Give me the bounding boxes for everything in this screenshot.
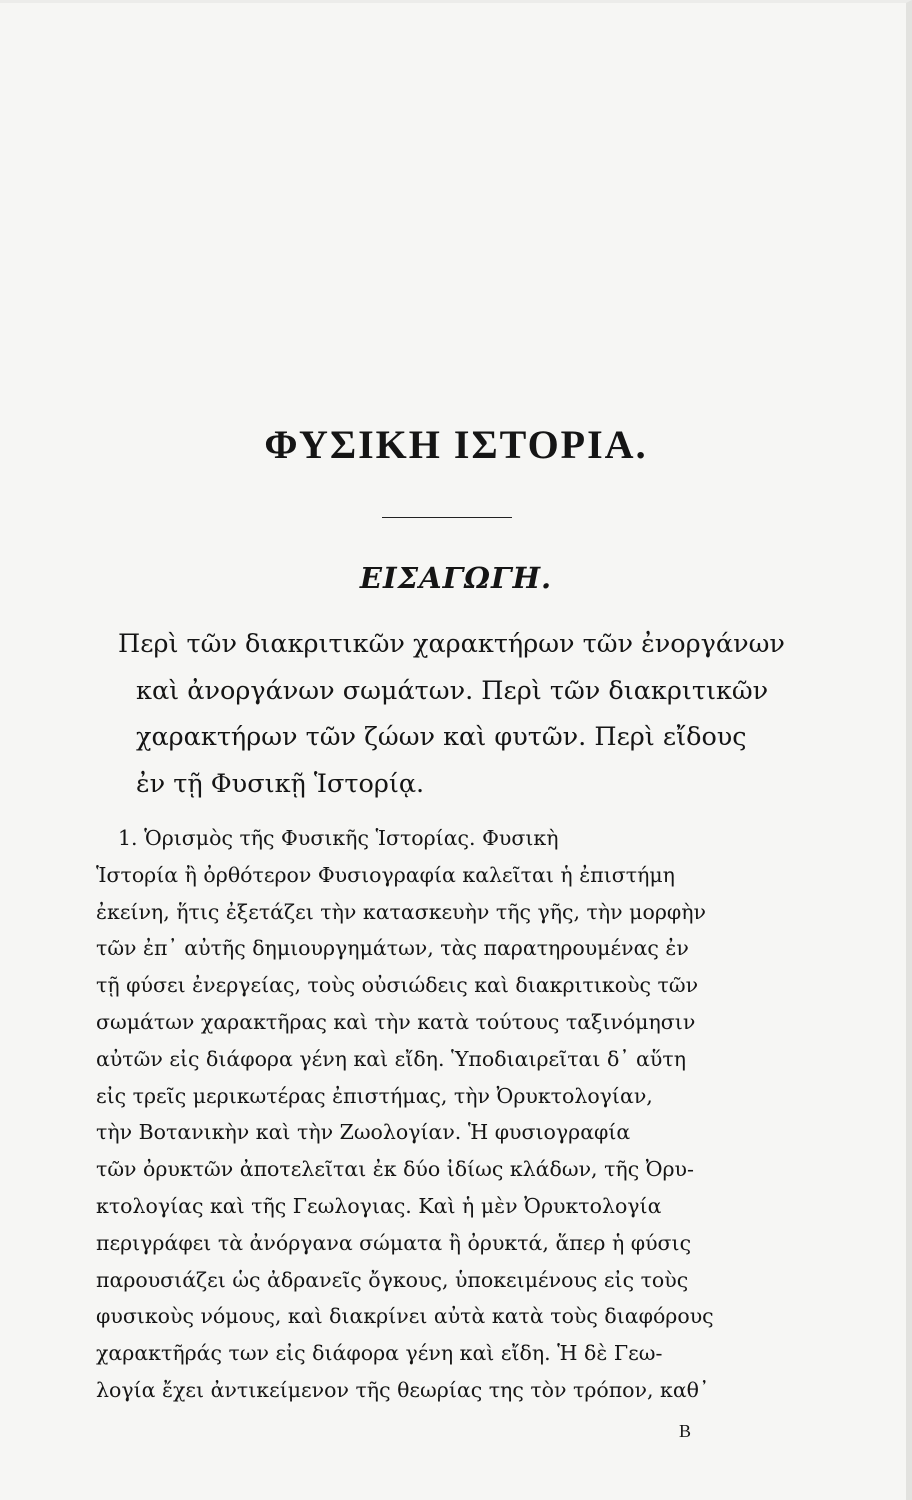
body-line: ἐκείνη, ἥτις ἐξετάζει τὴν κατασκευὴν τῆς γῆς, τὴν μορφὴν (96, 899, 706, 924)
body-line: λογία ἔχει ἀντικείμενον τῆς θεωρίας της τὸν τρόπον, καθ᾽ (96, 1377, 710, 1402)
body-line: τὴν Βοτανικὴν καὶ τὴν Ζωολογίαν. Ἡ φυσιογραφία (96, 1120, 631, 1145)
page-title: ΦΥΣΙΚΗ ΙΣΤΟΡΙΑ. (264, 422, 648, 467)
body-line: αὐτῶν εἰς διάφορα γένη καὶ εἴδη. Ὑποδιαιρεῖται δ᾽ αὕτη (96, 1046, 686, 1071)
summary-line: χαρακτήρων τῶν ζώων καὶ φυτῶν. Περὶ εἴδους (136, 722, 747, 752)
body-line: εἰς τρεῖς μερικωτέρας ἐπιστήμας, τὴν Ὀρυκτολογίαν, (96, 1083, 653, 1108)
body-line: Ἱστορία ἢ ὀρθότερον Φυσιογραφία καλεῖται ἡ ἐπιστήμη (96, 862, 675, 887)
section-heading: ΕΙΣΑΓΩΓΗ. (359, 561, 553, 595)
body-line: τῶν ὀρυκτῶν ἀποτελεῖται ἐκ δύο ἰδίως κλάδων, τῆς Ὀρυ- (96, 1157, 694, 1182)
body-paragraph (96, 820, 790, 1409)
body-line: κτολογίας καὶ τῆς Γεωλογιας. Καὶ ἡ μὲν Ὀρυκτολογία (96, 1193, 662, 1218)
body-line: 1. Ὁρισμὸς τῆς Φυσικῆς Ἱστορίας. Φυσικὴ (118, 826, 559, 850)
summary-line: ἐν τῇ Φυσικῇ Ἱστορίᾳ. (136, 768, 425, 799)
body-line: τῶν ἐπ᾽ αὐτῆς δημιουργημάτων, τὰς παρατηρουμένας ἐν (96, 936, 689, 961)
body-line: παρουσιάζει ὡς ἀδρανεῖς ὄγκους, ὑποκειμένους εἰς τοὺς (96, 1267, 689, 1292)
body-line: χαρακτῆράς των εἰς διάφορα γένη καὶ εἴδη. Ἡ δὲ Γεω- (96, 1341, 663, 1366)
body-line: σωμάτων χαρακτῆρας καὶ τὴν κατὰ τούτους ταξινόμησιν (96, 1009, 696, 1034)
body-line: περιγράφει τὰ ἀνόργανα σώματα ἢ ὀρυκτά, ἅπερ ἡ φύσις (96, 1230, 692, 1255)
title-divider (382, 517, 512, 518)
summary-line: Περὶ τῶν διακριτικῶν χαρακτήρων τῶν ἐνοργάνων (118, 629, 785, 659)
summary-line: καὶ ἀνοργάνων σωμάτων. Περὶ τῶν διακριτικῶν (136, 675, 769, 706)
body-line: φυσικοὺς νόμους, καὶ διακρίνει αὐτὰ κατὰ τοὺς διαφόρους (96, 1304, 714, 1329)
signature-mark: B (679, 1421, 692, 1441)
body-line: τῇ φύσει ἐνεργείας, τοὺς οὐσιώδεις καὶ διακριτικοὺς τῶν (96, 973, 699, 998)
chapter-summary (118, 621, 790, 807)
